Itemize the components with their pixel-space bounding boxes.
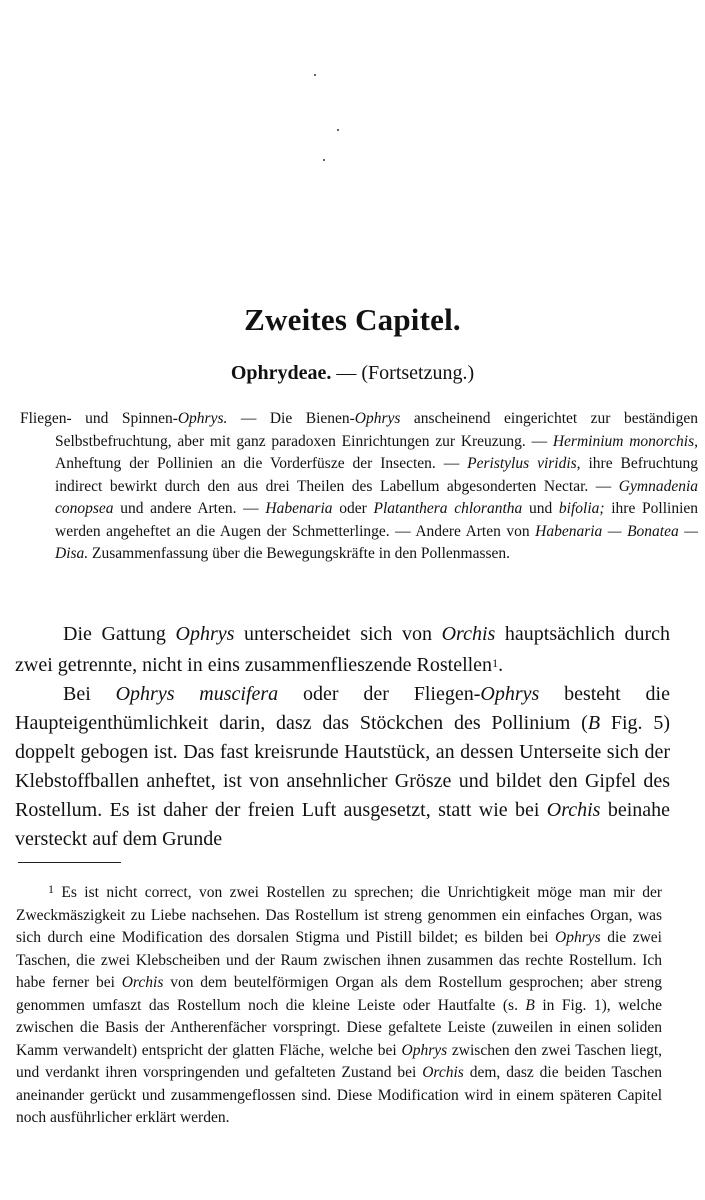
footnote-number: 1: [48, 882, 54, 896]
summary-paragraph: Fliegen- und Spinnen-Ophrys. — Die Bienen-Ophrys anscheinend eingerichtet zur beständigen Selbstbefruchtung, aber mit ganz paradoxen Einrichtungen zur Kreuzung. — Herminium monorchis, Anheftung der Pollinien an die Vorderfüsze der Insecten. — Peristylus viridis, ihre Befruchtung indirect bewirkt durch den aus drei Theilen des Labellum abgesonderten Nectar. — Gymnadenia conopsea und andere Arten. — Habenaria oder Platanthera chlorantha und bifolia; ihre Pollinien werden angeheftet an die Augen der Schmetterlinge. — Andere Arten von Habenaria — Bonatea — Disa. Zusammenfassung über die Bewegungskräfte in den Pollenmassen.: [20, 410, 699, 562]
footnote-paragraph: $^1$ Es ist nicht correct, von zwei Rostellen zu sprechen; die Unrichtigkeit möge man mir der Zweckmäszigkeit zu Liebe nachsehen. Das Rostellum ist streng genommen ein einfaches Organ, was sich durch eine Modification des dorsalen Stigma und Pistill bildet; es bilden bei Ophrys die zwei Taschen, die zwei Klebscheiben und der Raum zwischen ihnen zusammen das rechte Rostellum. Ich habe ferner bei Orchis von dem beutelförmigen Organ als dem Rostellum gesprochen; aber streng genommen umfaszt das Rostellum noch die kleine Leiste oder Hautfalte (s. B in Fig. 1), welche zwischen die Basis der Antherenfächer vorspringt. Diese gefaltete Leiste (zuweilen in einen soliden Kamm verwandelt) entspricht der glatten Fläche, welche bei Ophrys zwischen den zwei Taschen liegt, und verdankt ihren vorspringenden und gefalteten Zustand bei Orchis dem, dasz die beiden Taschen aneinander gerückt und zusammengeflossen sind. Diese Modification wird in einem späteren Capitel noch ausführlicher erklärt werden.: [16, 882, 663, 1126]
chapter-summary: [20, 408, 698, 566]
body-paragraph-1: Die Gattung Ophrys unterscheidet sich von Orchis hauptsächlich durch zwei getrennte, nicht in eins zusammenflieszende Rostellen$^1$.: [15, 623, 670, 676]
footnote: [16, 878, 662, 1130]
paper-speck: [323, 159, 325, 161]
paper-speck: [337, 129, 339, 131]
chapter-subtitle: [0, 362, 705, 385]
footnote-reference: 1: [492, 656, 499, 670]
footnote-separator: [18, 862, 121, 863]
chapter-title: Zweites Capitel.: [244, 302, 461, 337]
subtitle-continuation: — (Fortsetzung.): [336, 362, 475, 384]
paper-speck: [314, 74, 316, 76]
subtitle-tribe: Ophrydeae.: [230, 362, 332, 384]
body-text: [15, 620, 670, 854]
body-paragraph-2: Bei Ophrys muscifera oder der Fliegen-Ophrys besteht die Haupteigenthümlichkeit darin, dasz das Stöckchen des Pollinium (B Fig. 5) doppelt gebogen ist. Das fast kreisrunde Hautstück, an dessen Unterseite sich der Klebstoffballen anheftet, ist von ansehnlicher Grösze und bildet den Gipfel des Rostellum. Es ist daher der freien Luft ausgesetzt, statt wie bei Orchis beinahe versteckt auf dem Grunde: [15, 683, 671, 850]
